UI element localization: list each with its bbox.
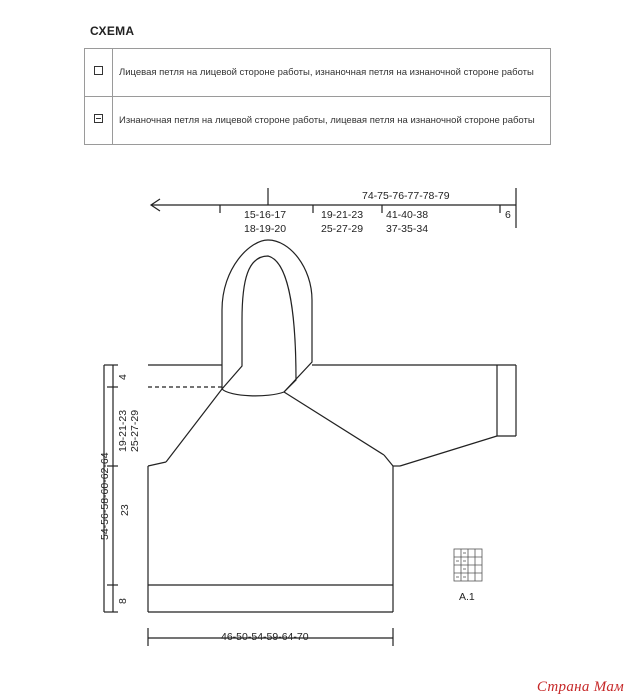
top-seg2-b-label: 25-27-29	[321, 223, 364, 235]
left-body-label: 23	[119, 504, 131, 516]
chart-a1-label: A.1	[459, 591, 475, 603]
top-total-label: 74-75-76-77-78-79	[362, 190, 450, 202]
left-mid-a-label: 19-21-23	[117, 409, 129, 452]
legend-text: Изнаночная петля на лицевой стороне работы, лицевая петля на изнаночной стороне работы	[113, 97, 551, 145]
chart-a1-grid	[454, 549, 482, 581]
top-seg1-b-label: 18-19-20	[244, 223, 287, 235]
page-title: СХЕМА	[90, 24, 135, 38]
hood-outline	[222, 240, 312, 392]
left-bottom-label: 8	[117, 598, 129, 604]
watermark: Страна Мам	[536, 679, 624, 695]
top-seg2-a-label: 19-21-23	[321, 209, 364, 221]
left-top-label: 4	[117, 374, 129, 380]
left-mid-b-label: 25-27-29	[129, 409, 141, 452]
top-seg3-b-label: 37-35-34	[386, 223, 429, 235]
hood-inner-outline	[222, 256, 296, 396]
left-total-label: 54-56-58-60-62-64	[99, 452, 111, 540]
bottom-width-label: 46-50-54-59-64-70	[221, 631, 309, 643]
top-seg3-a-label: 41-40-38	[386, 209, 429, 221]
top-seg1-a-label: 15-16-17	[244, 209, 287, 221]
legend-text: Лицевая петля на лицевой стороне работы, изнаночная петля на изнаночной стороне работы	[113, 49, 551, 97]
top-seg4-label: 6	[505, 209, 511, 221]
